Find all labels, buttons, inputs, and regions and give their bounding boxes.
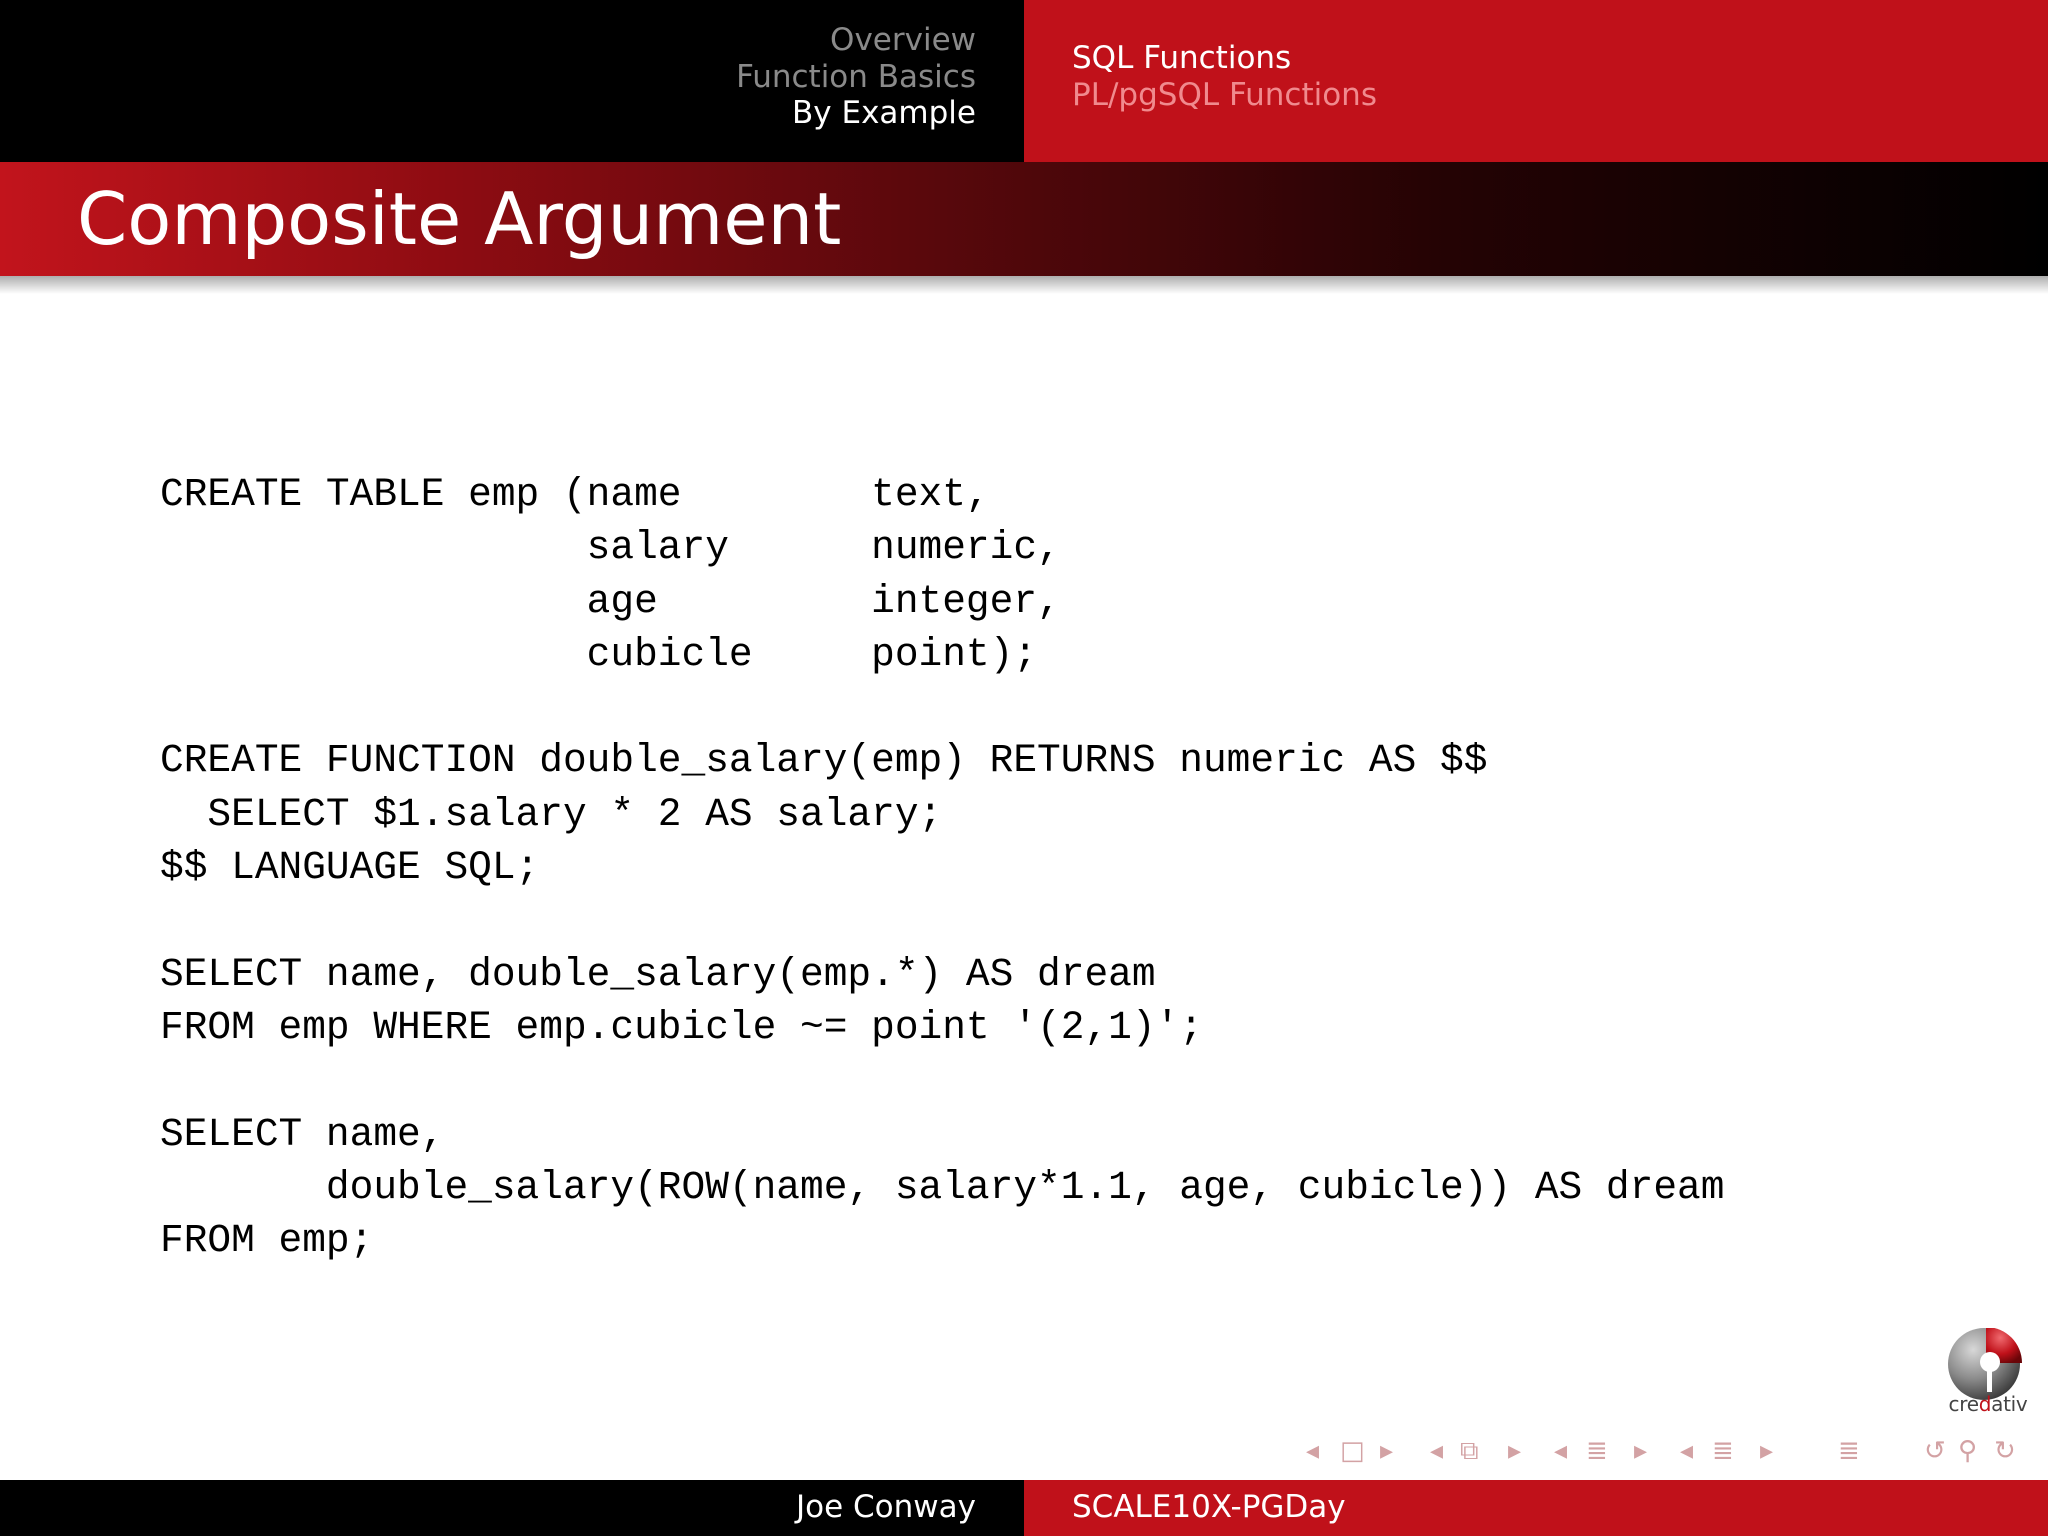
nav-section-by-example[interactable]: By Example xyxy=(792,95,976,131)
section-icon[interactable]: ≣ xyxy=(1586,1436,1608,1466)
footer-event: SCALE10X-PGDay xyxy=(1072,1489,1346,1525)
back-icon[interactable]: ↺ xyxy=(1924,1436,1946,1466)
nav-section-overview[interactable]: Overview xyxy=(830,22,976,58)
next-subsection-arrow-icon[interactable]: ▸ xyxy=(1508,1436,1522,1466)
header-sections-panel xyxy=(0,0,1024,162)
prev-section-arrow-icon[interactable]: ◂ xyxy=(1554,1436,1568,1466)
frame-title-bar xyxy=(0,162,2048,276)
subsection-icon[interactable]: ⧉ xyxy=(1460,1436,1479,1466)
section-nav xyxy=(736,22,976,132)
prev-document-arrow-icon[interactable]: ◂ xyxy=(1680,1436,1694,1466)
beamer-navigation-symbols xyxy=(1300,1434,2040,1468)
next-document-arrow-icon[interactable]: ▸ xyxy=(1760,1436,1774,1466)
subsection-nav xyxy=(1072,40,1377,113)
code-block: CREATE TABLE emp (name text, salary numeric, age integer, cubicle point); CREATE FUNCTION double_salary(emp) RETURNS numeric AS $$ SELECT $1.salary * 2 AS salary; $$ LANGUAGE SQL; SELECT name, double_salary(emp.*) AS dream FROM emp WHERE emp.cubicle ~= point '(2,1)'; SELECT name, double_salary(ROW(name, salary*1.1, age, cubicle)) AS dream FROM emp; xyxy=(160,472,1725,1264)
forward-icon[interactable]: ↻ xyxy=(1994,1436,2016,1466)
next-frame-arrow-icon[interactable]: ▸ xyxy=(1380,1436,1394,1466)
prev-subsection-arrow-icon[interactable]: ◂ xyxy=(1430,1436,1444,1466)
next-section-arrow-icon[interactable]: ▸ xyxy=(1634,1436,1648,1466)
slide-title: Composite Argument xyxy=(77,177,842,261)
frame-icon[interactable]: □ xyxy=(1340,1436,1365,1466)
document-icon[interactable]: ≣ xyxy=(1712,1436,1734,1466)
footer-author-panel xyxy=(0,1480,1024,1536)
footer-event-panel xyxy=(1024,1480,2048,1536)
nav-subsection-plpgsql-functions[interactable]: PL/pgSQL Functions xyxy=(1072,76,1377,113)
nav-section-function-basics[interactable]: Function Basics xyxy=(736,58,976,95)
search-icon[interactable]: ⚲ xyxy=(1958,1436,1978,1466)
title-bar-shadow xyxy=(0,276,2048,294)
appendix-icon[interactable]: ≣ xyxy=(1838,1436,1860,1466)
prev-frame-arrow-icon[interactable]: ◂ xyxy=(1306,1436,1320,1466)
footer-author: Joe Conway xyxy=(796,1489,976,1525)
nav-subsection-sql-functions[interactable]: SQL Functions xyxy=(1072,40,1292,76)
credativ-logo-text: credativ xyxy=(1948,1392,2028,1416)
header-subsections-panel xyxy=(1024,0,2048,162)
